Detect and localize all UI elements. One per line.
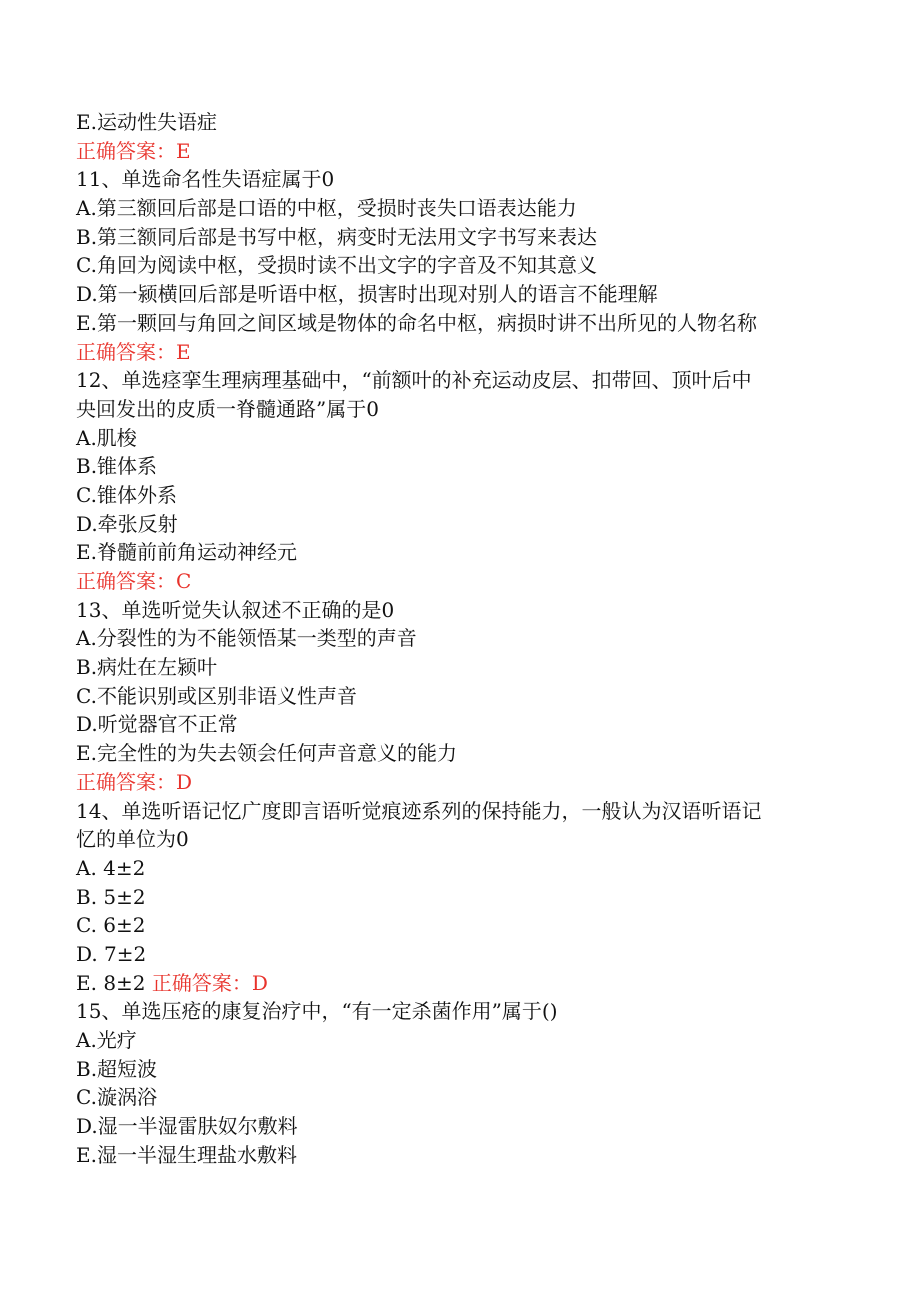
option-line: C.锥体外系	[76, 482, 177, 507]
question-line: 15、单选压疮的康复治疗中，“有一定杀菌作用”属于()	[76, 999, 558, 1024]
option-line: B.锥体系	[76, 454, 158, 479]
option-line: B.病灶在左颍叶	[76, 655, 218, 680]
option-line: E.运动性失语症	[76, 110, 217, 134]
option-line: E.脊髓前前角运动神经元	[76, 540, 297, 565]
option-line: B.超短波	[76, 1056, 158, 1081]
question-line: 13、单选听觉失认叙述不正确的是0	[76, 597, 395, 622]
option-line: B. 5±2	[76, 884, 146, 909]
answer-line: 正确答案：E	[76, 138, 191, 163]
question-line: 12、单选痉挛生理病理基础中，“前额叶的补充运动皮层、扣带回、顶叶后中	[76, 368, 752, 393]
option-line: D.湿一半湿雷肤奴尔敷料	[76, 1114, 298, 1139]
option-line: A.第三额回后部是口语的中枢，受损时丧失口语表达能力	[76, 196, 577, 221]
question-line: 央回发出的皮质一脊髓通路”属于0	[76, 396, 379, 421]
option-text: E. 8±2	[76, 970, 146, 995]
option-line: C.角回为阅读中枢，受损时读不出文字的字音及不知其意义	[76, 253, 597, 278]
option-line: A.分裂性的为不能领悟某一类型的声音	[76, 626, 417, 651]
question-line: 11、单选命名性失语症属于0	[76, 167, 335, 192]
option-line: E.完全性的为失去领会任何声音意义的能力	[76, 741, 457, 766]
answer-line: 正确答案：C	[76, 569, 192, 593]
option-line: C.不能识别或区别非语义性声音	[76, 683, 357, 708]
option-line: B.第三额同后部是书写中枢，病变时无法用文字书写来表达	[76, 224, 598, 249]
answer-line: 正确答案：D	[76, 769, 193, 794]
answer-line: 正确答案：E	[76, 339, 191, 364]
document-page	[76, 108, 836, 1169]
option-line: C.漩涡浴	[76, 1085, 157, 1110]
answer-inline: 正确答案：D	[151, 970, 268, 995]
option-line: E.第一颗回与角回之间区域是物体的命名中枢，病损时讲不出所见的人物名称	[76, 310, 757, 335]
option-line: C. 6±2	[76, 913, 146, 938]
option-line: D.听觉器官不正常	[76, 712, 238, 737]
option-line: E.湿一半湿生理盐水敷料	[76, 1142, 297, 1167]
option-line: A. 4±2	[76, 855, 146, 880]
option-line: D.第一颍横回后部是听语中枢，损害时出现对别人的语言不能理解	[76, 282, 658, 307]
option-line: D. 7±2	[76, 941, 147, 966]
question-line: 忆的单位为0	[76, 827, 189, 852]
option-line: D.牵张反射	[76, 511, 178, 536]
option-line: A.肌梭	[76, 425, 137, 450]
option-line: A.光疗	[76, 1028, 137, 1052]
option-line-with-answer	[76, 969, 836, 998]
question-line: 14、单选听语记忆广度即言语听觉痕迹系列的保持能力，一般认为汉语听语记	[76, 798, 762, 823]
